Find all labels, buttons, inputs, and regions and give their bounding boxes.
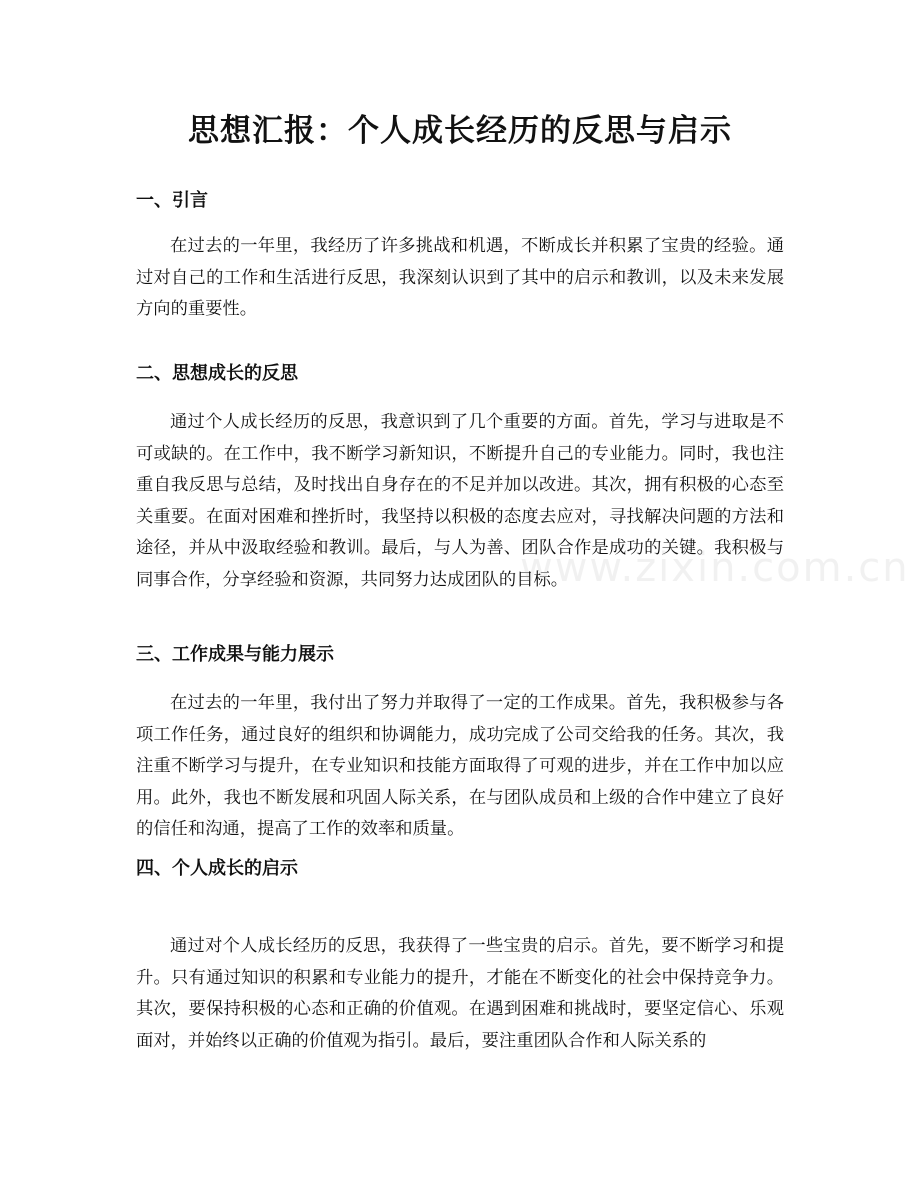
- section-heading-intro: 一、引言: [136, 190, 208, 211]
- section-heading-insights: 四、个人成长的启示: [136, 858, 298, 879]
- watermark: www.zixin.com.cn: [520, 545, 910, 591]
- section-heading-achievements: 三、工作成果与能力展示: [136, 644, 334, 665]
- section-heading-reflection: 二、思想成长的反思: [136, 363, 298, 384]
- section-body-achievements: 在过去的一年里，我付出了努力并取得了一定的工作成果。首先，我积极参与各项工作任务，通过良好的组织和协调能力，成功完成了公司交给我的任务。其次，我注重不断学习与提升，在专业知识和技能方面取得了可观的进步，并在工作中加以应用。此外，我也不断发展和巩固人际关系，在与团队成员和上级的合作中建立了良好的信任和沟通，提高了工作的效率和质量。: [136, 693, 784, 839]
- section-body-intro: 在过去的一年里，我经历了许多挑战和机遇，不断成长并积累了宝贵的经验。通过对自己的工作和生活进行反思，我深刻认识到了其中的启示和教训，以及未来发展方向的重要性。: [136, 236, 784, 319]
- section-body-insights: 通过对个人成长经历的反思，我获得了一些宝贵的启示。首先，要不断学习和提升。只有通过知识的积累和专业能力的提升，才能在不断变化的社会中保持竞争力。其次，要保持积极的心态和正确的价值观。在遇到困难和挑战时，要坚定信心、乐观面对，并始终以正确的价值观为指引。最后，要注重团队合作和人际关系的: [136, 936, 784, 1051]
- document-title: 思想汇报：个人成长经历的反思与启示: [188, 113, 732, 149]
- section-body-reflection: 通过个人成长经历的反思，我意识到了几个重要的方面。首先，学习与进取是不可或缺的。在工作中，我不断学习新知识，不断提升自己的专业能力。同时，我也注重自我反思与总结，及时找出自身存在的不足并加以改进。其次，拥有积极的心态至关重要。在面对困难和挫折时，我坚持以积极的态度去应对，寻找解决问题的方法和途径，并从中汲取经验和教训。最后，与人为善、团队合作是成功的关键。我积极与同事合作，分享经验和资源，共同努力达成团队的目标。: [136, 412, 784, 590]
